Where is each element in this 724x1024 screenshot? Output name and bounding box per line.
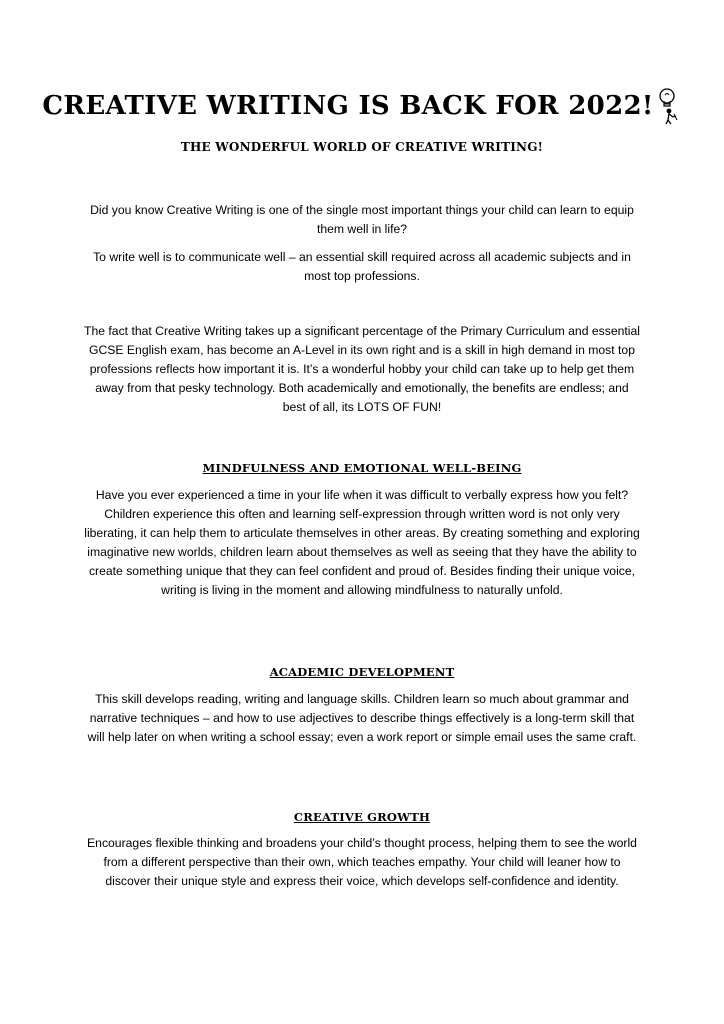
document-subtitle: THE WONDERFUL WORLD OF CREATIVE WRITING! (180, 140, 544, 154)
title-row (0, 86, 724, 126)
section-heading-mindfulness: MINDFULNESS AND EMOTIONAL WELL-BEING (202, 461, 522, 475)
intro-curriculum-paragraph: The fact that Creative Writing takes up a significant percentage of the Primary Curriculum and essential GCSE English exam, has become an A-Level in its own right and is a skill in high demand in most top professions reflects how important it is. It’s a wonderful hobby your child can take up to help get them away from that pesky technology. Both academically and emotionally, the benefits are endless; and best of all, its LOTS OF FUN! (84, 324, 640, 414)
section-heading-academic: ACADEMIC DEVELOPMENT (269, 665, 455, 679)
section-body-academic: This skill develops reading, writing and language skills. Children learn so much about grammar and narrative techniques – and how to use adjectives to describe things effectively is a long-term skill that will help later on when writing a school essay; even a work report or simple email uses the same craft. (87, 692, 637, 744)
intro-question-paragraph: Did you know Creative Writing is one of the single most important things your child can learn to equip them well in life? (90, 203, 634, 236)
section-heading-creative-growth: CREATIVE GROWTH (293, 810, 431, 824)
intro-communicate-paragraph: To write well is to communicate well – an essential skill required across all academic subjects and in most top professions. (93, 250, 631, 283)
lightbulb-writer-icon (656, 86, 682, 126)
section-body-creative-growth: Encourages flexible thinking and broadens your child’s thought process, helping them to see the world from a different perspective than their own, which teaches empathy. Your child will leaner how to discover their unique style and express their voice, which develops self-confidence and identity. (87, 836, 637, 888)
section-body-mindfulness: Have you ever experienced a time in your life when it was difficult to verbally express how you felt? Children experience this often and learning self-expression through written word is not only very liberating, it can help them to articulate themselves in other areas. By creating something and exploring imaginative new worlds, children learn about themselves as well as seeing that they have the ability to create something unique that they can feel confident and proud of. Besides finding their unique voice, writing is living in the moment and allowing mindfulness to naturally unfold. (84, 488, 640, 597)
document-title: CREATIVE WRITING IS BACK FOR 2022! (42, 91, 654, 121)
